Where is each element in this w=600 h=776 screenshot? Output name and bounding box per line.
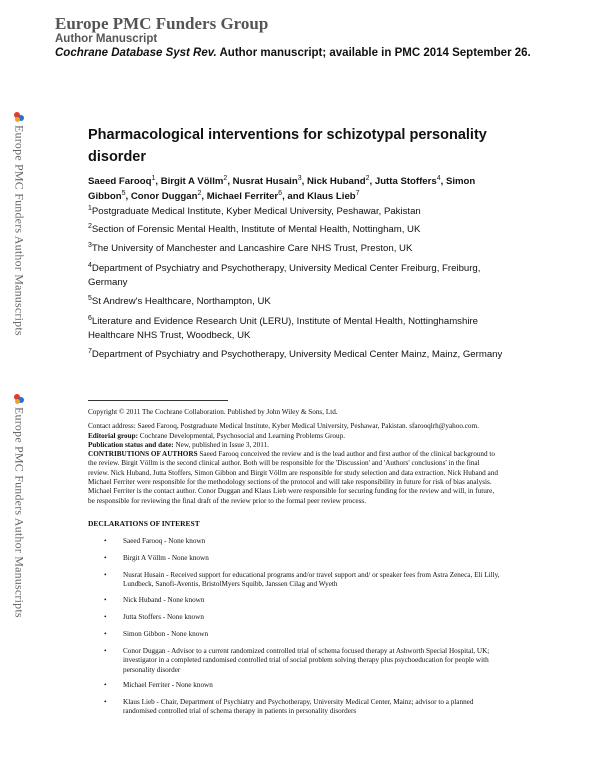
list-item: • Conor Duggan - Advisor to a current randomized controlled trial of schema focused therapy at Ashworth Special Hospital, UK; investigator in a completed randomised controlled trial of social problem solving therapy plus psychoeducation for people with personality disorder xyxy=(104,647,490,674)
author: Michael Ferriter xyxy=(206,190,279,202)
copyright-note: Copyright © 2011 The Cochrane Collaboration. Published by John Wiley & Sons, Ltd. xyxy=(88,408,338,416)
article-title: Pharmacological interventions for schizotypal personality disorder xyxy=(88,127,487,165)
affiliation: $^5$St Andrew's Healthcare, Northampton, UK xyxy=(88,294,271,307)
affiliation: $^4$Department of Psychiatry and Psychotherapy, University Medical Center Freiburg, Freiburg, Germany xyxy=(88,261,481,288)
author: Nusrat Husain xyxy=(232,176,298,187)
author-affiliation-ref: 2 xyxy=(223,174,228,182)
manuscript-type-label: Author Manuscript xyxy=(55,33,158,45)
journal-name: Cochrane Database Syst Rev. xyxy=(55,47,217,59)
contributions-of-authors: CONTRIBUTIONS OF AUTHORS Saeed Farooq conceived the review and is the lead author and first author of the clinical background to the review. Birgit Völlm is the second clinical author. Both will be responsible for the 'Discussion' and 'Authors' conclusions' in the final review. Nick Huband, Jutta Stoffers, Simon Gibbon and Birgit Völlm are responsible for study selection and data extraction. Nick Huband and Michael Ferriter were responsible for the methodology sections of the protocol and will take responsibility in future for risk of bias analysis. Michael Ferriter is the contact author. Conor Duggan and Klaus Lieb were responsible for securing funding for the review and will, in future, be responsible for reviewing the final draft of the review prior to the formal peer review process. xyxy=(88,450,498,505)
sidebar-watermark-upper xyxy=(8,112,30,336)
author-affiliation-ref: 7 xyxy=(355,189,360,197)
list-item: • Nusrat Husain - Received support for educational programs and/or travel support and/ or speaker fees from Astra Zeneca, Eli Lilly, Lundbeck, Sanofi-Aventis, BristolMyers Squibb, Janssen Cilag and Wyeth xyxy=(104,571,500,589)
affiliation: $^7$Department of Psychiatry and Psychotherapy, University Medical Center Mainz, Mainz, Germany xyxy=(88,347,503,360)
affiliation: $^6$Literature and Evidence Research Unit (LERU), Institute of Mental Health, Nottinghamshire Healthcare NHS Trust, Woodbeck, UK xyxy=(88,314,478,341)
list-item: • Birgit A Völlm - None known xyxy=(104,554,209,562)
author: Conor Duggan xyxy=(130,190,198,202)
author-affiliation-ref: 5 xyxy=(121,189,126,197)
author: Saeed Farooq xyxy=(88,176,152,187)
sidebar-label: Europe PMC Funders Author Manuscripts xyxy=(12,125,27,336)
footnotes xyxy=(88,408,500,506)
list-item: • Jutta Stoffers - None known xyxy=(104,613,204,621)
author-affiliation-ref: 3 xyxy=(297,174,302,182)
europe-pmc-logo-icon xyxy=(14,394,24,404)
list-item: • Klaus Lieb - Chair, Department of Psychiatry and Psychotherapy, University Medical Center, Mainz; advisor to a planned randomised controlled trial of schema therapy in patients in personality disorders xyxy=(104,698,474,716)
list-item: • Saeed Farooq - None known xyxy=(104,537,206,545)
declarations-heading: DECLARATIONS OF INTEREST xyxy=(88,519,200,528)
author-list: Saeed Farooq$^1$, Birgit A Völlm$^2$, Nusrat Husain$^3$, Nick Huband$^2$, Jutta Stoffers$^4$, Simon Gibbon$^5$, Conor Duggan$^2$, Michael Ferriter$^6$, and Klaus Lieb$^7$ xyxy=(88,174,476,202)
author: Klaus Lieb xyxy=(307,190,356,202)
author-affiliation-ref: 1 xyxy=(151,174,156,182)
author-affiliation-ref: 6 xyxy=(278,189,283,197)
footnote-divider xyxy=(88,400,228,401)
editorial-group: Editorial group: Cochrane Developmental, Psychosocial and Learning Problems Group. xyxy=(88,431,345,440)
author-affiliation-ref: 2 xyxy=(197,189,202,197)
availability-note: Author manuscript; available in PMC 2014 September 26. xyxy=(219,47,531,59)
list-item: • Simon Gibbon - None known xyxy=(104,630,209,638)
list-item: • Nick Huband - None known xyxy=(104,596,205,604)
author: Nick Huband xyxy=(306,176,366,187)
sidebar-watermark-lower xyxy=(8,394,30,618)
list-item: • Michael Ferriter - None known xyxy=(104,681,213,689)
journal-citation xyxy=(55,47,531,59)
author: Simon Gibbon xyxy=(88,176,476,202)
affiliation: $^1$Postgraduate Medical Institute, Kyber Medical University, Peshawar, Pakistan xyxy=(88,204,421,217)
funder-group-header: Europe PMC Funders Group xyxy=(55,14,269,33)
affiliation: $^2$Section of Forensic Mental Health, Institute of Mental Health, Nottingham, UK xyxy=(88,222,421,235)
contact-address: Contact address: Saeed Farooq, Postgraduate Medical Institute, Kyber Medical University, Peshawar, Pakistan. sfarooqlrh@yahoo.com. xyxy=(88,422,479,431)
author: Birgit A Völlm xyxy=(160,176,224,187)
sidebar-label: Europe PMC Funders Author Manuscripts xyxy=(12,407,27,618)
europe-pmc-logo-icon xyxy=(14,112,24,122)
author: Jutta Stoffers xyxy=(374,176,437,187)
affiliation: $^3$The University of Manchester and Lancashire Care NHS Trust, Preston, UK xyxy=(88,241,413,254)
author-affiliation-ref: 4 xyxy=(436,174,441,182)
publication-status: Publication status and date: New, published in Issue 3, 2011. xyxy=(88,440,269,449)
author-affiliation-ref: 2 xyxy=(365,174,370,182)
